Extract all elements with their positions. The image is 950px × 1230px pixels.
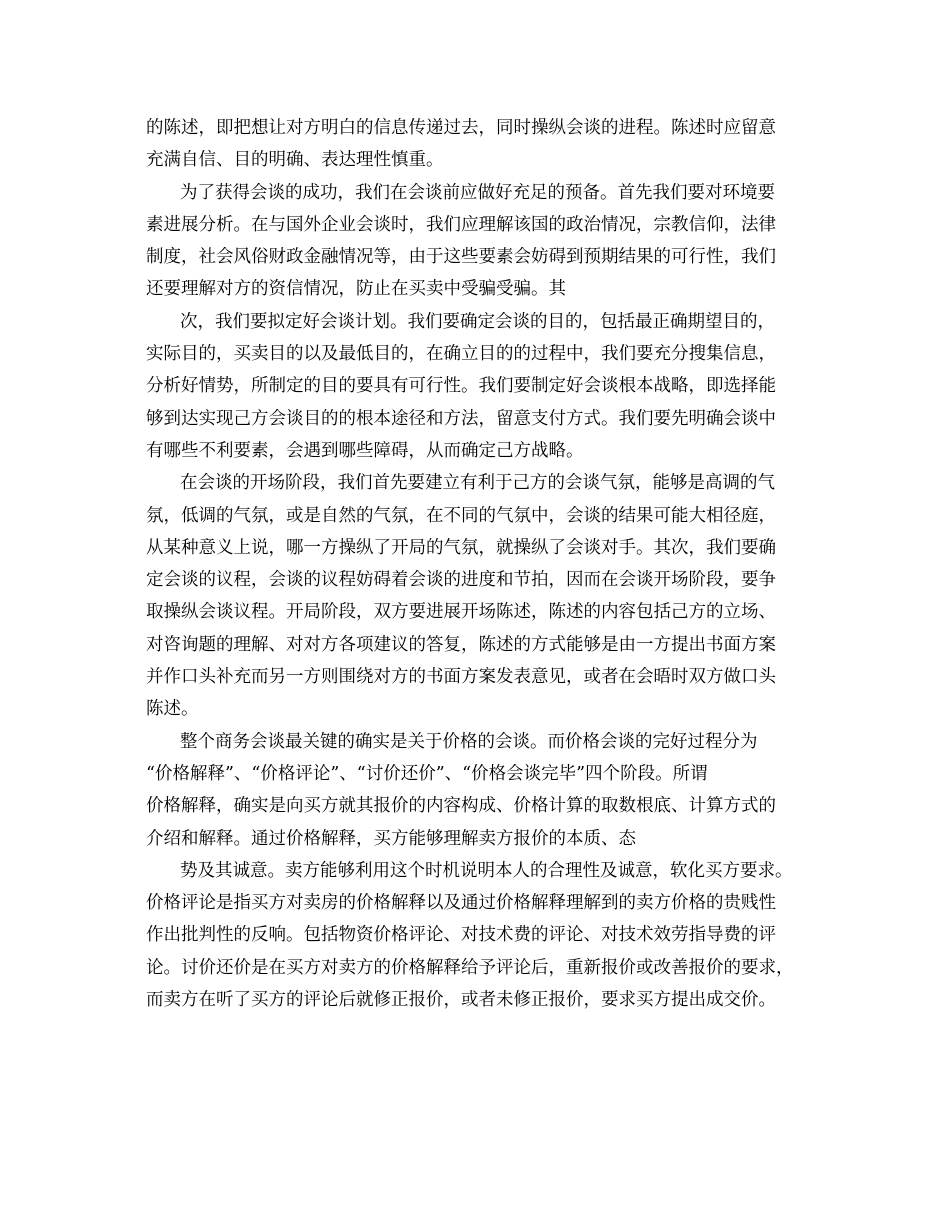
- text-line: 并作口头补充而另一方则围绕对方的书面方案发表意见，或者在会晤时双方做口头: [146, 667, 776, 688]
- text-line: 素进展分析。在与国外企业会谈时，我们应理解该国的政治情况，宗教信仰，法律: [146, 214, 776, 235]
- text-line: 从某种意义上说，哪一方操纵了开局的气氛，就操纵了会谈对手。其次，我们要确: [146, 537, 776, 558]
- text-line: “价格解释”、“价格评论”、“讨价还价”、“价格会谈完毕”四个阶段。所谓: [146, 763, 708, 784]
- text-line: 势及其诚意。卖方能够利用这个时机说明本人的合理性及诚意，软化买方要求。: [180, 860, 793, 881]
- text-line: 实际目的，买卖目的以及最低目的，在确立目的的过程中，我们要充分搜集信息，: [146, 344, 776, 365]
- text-line: 定会谈的议程，会谈的议程妨碍着会谈的进度和节拍，因而在会谈开场阶段，要争: [146, 570, 776, 591]
- text-line: 取操纵会谈议程。开局阶段，双方要进展开场陈述，陈述的内容包括己方的立场、: [146, 602, 776, 623]
- text-line: 价格解释，确实是向买方就其报价的内容构成、价格计算的取数根底、计算方式的: [146, 796, 776, 817]
- text-line: 还要理解对方的资信情况，防止在买卖中受骗受骗。其: [146, 279, 566, 300]
- text-line: 陈述。: [146, 699, 199, 720]
- text-line: 整个商务会谈最关键的确实是关于价格的会谈。而价格会谈的完好过程分为: [180, 731, 758, 752]
- text-line: 介绍和解释。通过价格解释，买方能够理解卖方报价的本质、态: [146, 828, 636, 849]
- text-line: 制度，社会风俗财政金融情况等，由于这些要素会妨碍到预期结果的可行性，我们: [146, 247, 776, 268]
- text-line: 分析好情势，所制定的目的要具有可行性。我们要制定好会谈根本战略，即选择能: [146, 376, 776, 397]
- text-line: 价格评论是指买方对卖房的价格解释以及通过价格解释理解到的卖方价格的贵贱性: [146, 893, 776, 914]
- document-body: [146, 112, 816, 1016]
- text-line: 充满自信、目的明确、表达理性慎重。: [146, 150, 444, 171]
- text-line: 够到达实现己方会谈目的的根本途径和方法，留意支付方式。我们要先明确会谈中: [146, 408, 776, 429]
- text-line: 为了获得会谈的成功，我们在会谈前应做好充足的预备。首先我们要对环境要: [180, 182, 775, 203]
- text-line: 对咨询题的理解、对对方各项建议的答复，陈述的方式能够是由一方提出书面方案: [146, 634, 776, 655]
- text-line: 而卖方在听了买方的评论后就修正报价，或者未修正报价，要求买方提出成交价。: [146, 990, 776, 1011]
- text-line: 次，我们要拟定好会谈计划。我们要确定会谈的目的，包括最正确期望目的，: [180, 311, 775, 332]
- text-line: 的陈述，即把想让对方明白的信息传递过去，同时操纵会谈的进程。陈述时应留意: [146, 118, 776, 138]
- text-line: 作出批判性的反响。包括物资价格评论、对技术费的评论、对技术效劳指导费的评: [146, 925, 776, 946]
- text-line: 在会谈的开场阶段，我们首先要建立有利于己方的会谈气氛，能够是高调的气: [180, 473, 775, 494]
- text-line: 氛，低调的气氛，或是自然的气氛，在不同的气氛中，会谈的结果可能大相径庭，: [146, 505, 776, 526]
- text-line: 有哪些不利要素，会遇到哪些障碍，从而确定己方战略。: [146, 440, 584, 461]
- text-line: 论。讨价还价是在买方对卖方的价格解释给予评论后，重新报价或改善报价的要求，: [146, 957, 794, 978]
